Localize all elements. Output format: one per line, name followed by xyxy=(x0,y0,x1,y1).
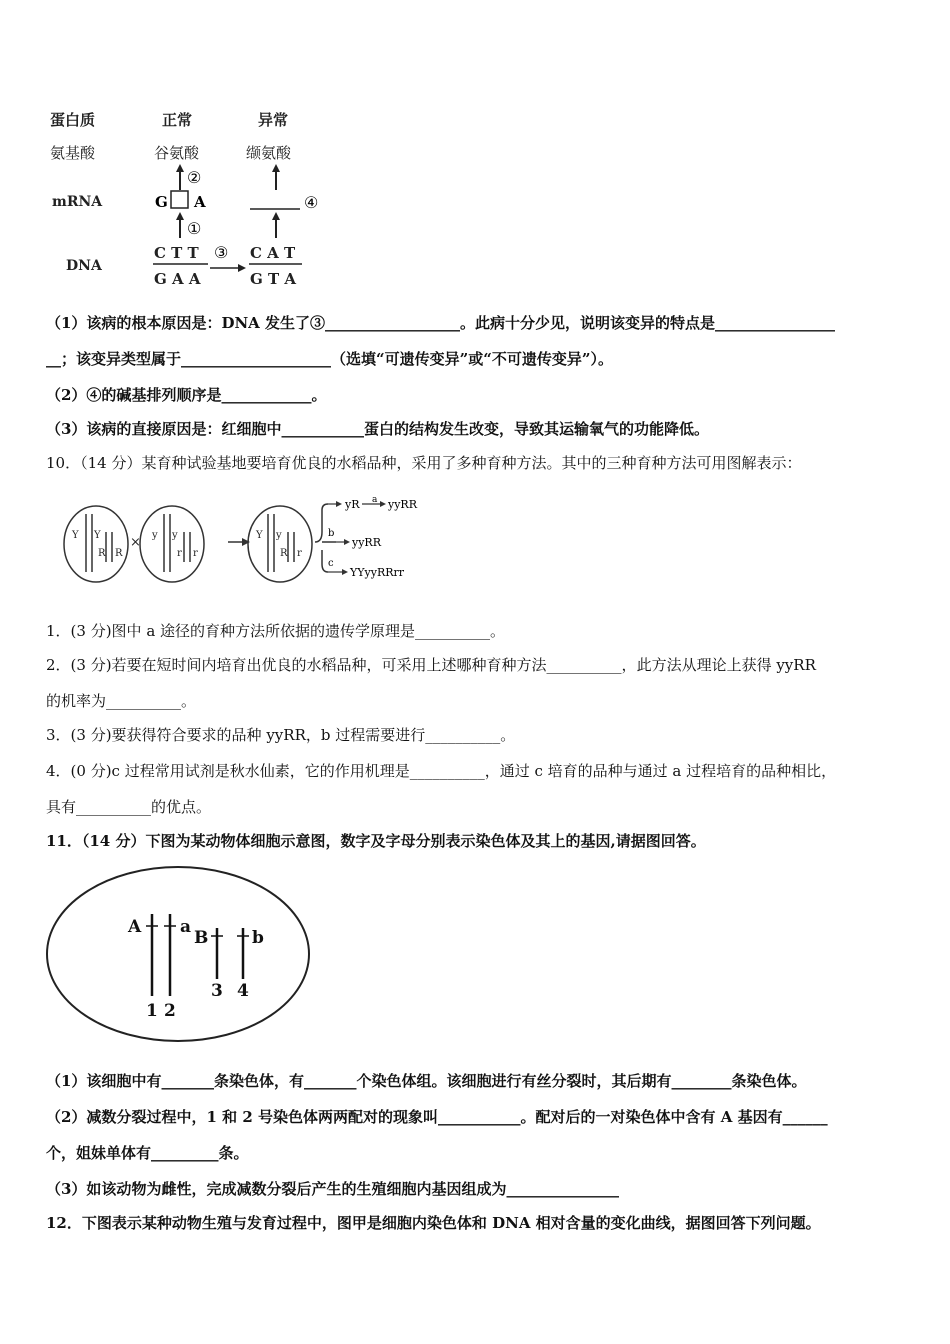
header-protein: 蛋白质 xyxy=(50,111,96,129)
gene-a: a xyxy=(180,917,192,937)
q10-sub-3: 3．(3 分)要获得符合要求的品种 yyRR，b 过程需要进行__________。 xyxy=(46,726,516,744)
chromosome-1: 1 xyxy=(146,1001,158,1021)
c3-r: r xyxy=(297,548,302,559)
c-result: YYyyRRrr xyxy=(350,566,405,579)
q11-line-1: （1）该细胞中有_______条染色体，有_______个染色体组。该细胞进行有丝分裂时，其后期有________条染色体。 xyxy=(46,1072,807,1090)
chromosome-3: 3 xyxy=(211,981,223,1001)
q9-line-2: __；该变异类型属于____________________（选填“可遗传变异”或“不可遗传变异”）。 xyxy=(46,350,614,368)
q11-line-4: （3）如该动物为雌性，完成减数分裂后产生的生殖细胞内基因组成为_______________ xyxy=(46,1180,619,1198)
dna-top-normal: C T T xyxy=(154,244,199,262)
q9-line-4: （3）该病的直接原因是：红细胞中___________蛋白的结构发生改变，导致其运输氧气的功能降低。 xyxy=(46,420,709,438)
mrna-left-base: G xyxy=(155,193,168,211)
q10-sub-2b: 的机率为__________。 xyxy=(46,692,197,710)
c3-Y: Y xyxy=(256,530,263,541)
c2-r: r xyxy=(177,548,182,559)
c2-y: y xyxy=(152,530,158,541)
mrna-right-base: A xyxy=(194,193,206,211)
dna-top-abnormal: C A T xyxy=(250,244,296,262)
q11-line-2: （2）减数分裂过程中，1 和 2 号染色体两两配对的现象叫___________。配对后的一对染色体中含有 A 基因有______ xyxy=(46,1108,828,1126)
c2-r2: r xyxy=(193,548,198,559)
q9-line-3: （2）④的碱基排列顺序是____________。 xyxy=(46,386,327,404)
label-mrna: mRNA xyxy=(52,194,103,210)
dna-bottom-normal: G A A xyxy=(154,270,201,288)
q10-sub-2a: 2．(3 分)若要在短时间内培育出优良的水稻品种，可采用上述哪种育种方法__________，此方法从理论上获得 yyRR xyxy=(46,656,816,674)
b-label: b xyxy=(328,528,335,539)
c-label: c xyxy=(328,558,334,569)
gene-b: b xyxy=(252,928,264,948)
header-abnormal: 异常 xyxy=(258,111,289,129)
step-2: ② xyxy=(187,168,202,187)
c1-R: R xyxy=(98,548,106,559)
normal-amino-acid: 谷氨酸 xyxy=(154,144,200,162)
cell-figure xyxy=(44,856,314,1046)
label-amino-acid: 氨基酸 xyxy=(50,144,96,162)
breeding-figure xyxy=(60,492,440,592)
yyRR-b: yyRR xyxy=(352,536,381,549)
abnormal-amino-acid: 缬氨酸 xyxy=(246,144,292,162)
chromosome-4: 4 xyxy=(237,981,249,1001)
c1-Y2: Y xyxy=(94,530,101,541)
c1-Y: Y xyxy=(72,530,79,541)
q10-sub-4b: 具有__________的优点。 xyxy=(46,798,212,816)
q11-title: 11．（14 分）下图为某动物体细胞示意图，数字及字母分别表示染色体及其上的基因,请据图回答。 xyxy=(46,832,706,850)
q10-sub-4a: 4．(0 分)c 过程常用试剂是秋水仙素，它的作用机理是__________，通过 c 培育的品种与通过 a 过程培育的品种相比， xyxy=(46,762,837,780)
a-label: a xyxy=(372,495,378,505)
yR-label: yR xyxy=(345,498,360,511)
times-sign: × xyxy=(130,535,141,550)
header-normal: 正常 xyxy=(162,111,193,129)
dna-bottom-abnormal: G T A xyxy=(250,270,297,288)
gene-B: B xyxy=(194,928,209,948)
chromosome-2: 2 xyxy=(164,1001,176,1021)
q10-title: 10．（14 分）某育种试验基地要培育优良的水稻品种，采用了多种育种方法。其中的三种育种方法可用图解表示： xyxy=(46,454,802,472)
q11-line-3: 个，姐妹单体有_________条。 xyxy=(46,1144,249,1162)
q9-line-1: （1）该病的根本原因是：DNA 发生了③__________________。此病十分少见，说明该变异的特点是________________ xyxy=(46,314,836,332)
c1-R2: R xyxy=(115,548,123,559)
yyRR-a: yyRR xyxy=(388,498,417,511)
c3-y: y xyxy=(276,530,282,541)
label-dna: DNA xyxy=(66,258,102,274)
step-1: ① xyxy=(187,219,202,238)
q10-sub-1: 1．(3 分)图中 a 途径的育种方法所依据的遗传学原理是__________。 xyxy=(46,622,506,640)
genetic-code-figure xyxy=(40,100,330,300)
c2-y2: y xyxy=(172,530,178,541)
gene-A: A xyxy=(128,917,142,937)
step-4: ④ xyxy=(304,193,319,212)
step-3: ③ xyxy=(214,243,229,262)
q12-title: 12．下图表示某种动物生殖与发育过程中，图甲是细胞内染色体和 DNA 相对含量的变化曲线，据图回答下列问题。 xyxy=(46,1214,821,1232)
mrna-blank-box xyxy=(171,191,188,208)
c3-R: R xyxy=(280,548,288,559)
